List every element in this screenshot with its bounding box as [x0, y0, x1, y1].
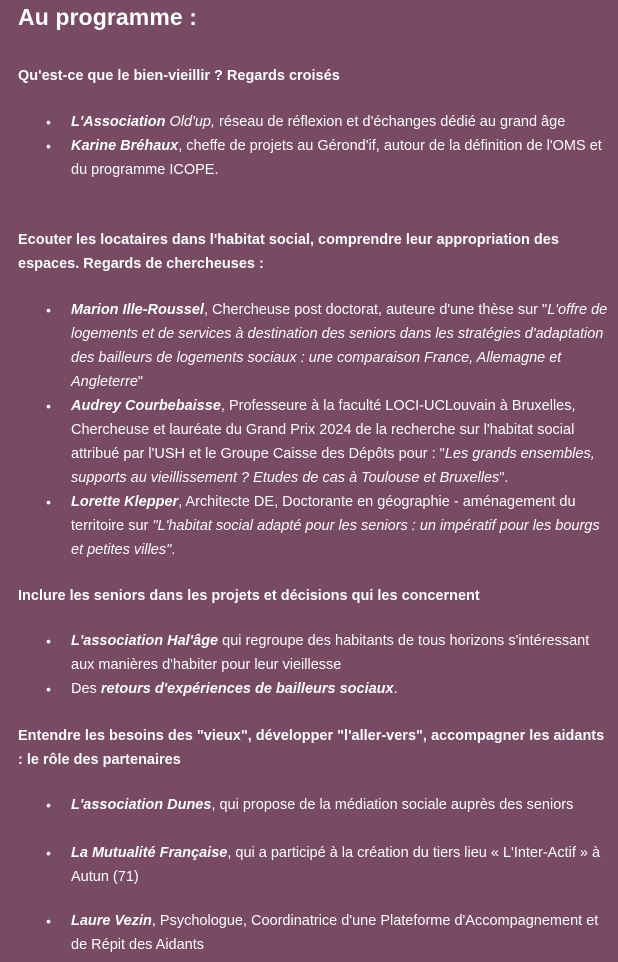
section-list-partenaires — [0, 793, 618, 817]
item-prefix: Des — [71, 681, 101, 697]
list-item — [0, 134, 618, 182]
list-item — [0, 490, 618, 562]
award-title: Les grands ensembles, supports au vieillissement ? Etudes de cas à Toulouse et Bruxelles — [71, 446, 595, 486]
speaker-description: . — [393, 681, 398, 697]
speaker-description: qui regroupe des habitants de tous horizons s'intéressant aux manières d'habiter pour leur vieillesse — [71, 633, 590, 673]
speaker-name: Marion Ille-Roussel — [71, 302, 204, 318]
bullet-icon: • — [46, 797, 51, 813]
speaker-name: L'association Hal'âge — [71, 633, 219, 649]
bullet-icon: • — [46, 633, 51, 649]
speaker-description: , qui a participé à la création du tiers lieu « L'Inter-Actif » à Autun (71) — [71, 845, 601, 885]
speaker-name: Lorette Klepper — [71, 494, 179, 510]
speaker-description: , Professeure à la faculté LOCI-UCLouvain à Bruxelles, Chercheuse et lauréate du Grand Prix 2024 de la recherche sur l'habitat social attribué par l'USH et le Groupe Caisse des Dépôts pour : " — [71, 398, 576, 462]
section-heading-bien-vieillir: Qu'est-ce que le bien-vieillir ? Regards croisés — [18, 68, 340, 84]
speaker-description: réseau de réflexion et d'échanges dédié au grand âge — [215, 114, 566, 130]
speaker-description-tail: " — [137, 374, 144, 390]
bullet-icon: • — [46, 302, 51, 318]
list-item — [0, 677, 618, 701]
speaker-name-italic: Old'up, — [165, 114, 216, 130]
bullet-icon: • — [46, 681, 51, 697]
list-item — [0, 298, 618, 394]
speaker-name: La Mutualité Française — [71, 845, 228, 861]
speaker-name: Audrey Courbebaisse — [71, 398, 221, 414]
speaker-name: Karine Bréhaux — [71, 138, 179, 154]
list-item — [0, 394, 618, 490]
bullet-icon: • — [46, 913, 51, 929]
bullet-icon: • — [46, 494, 51, 510]
section-heading-locataires: Ecouter les locataires dans l'habitat social, comprendre leur appropriation des espaces. Regards de chercheuses : — [18, 232, 559, 272]
list-item — [0, 110, 618, 134]
list-item — [0, 909, 618, 957]
list-item — [0, 841, 618, 889]
section-list-partenaires-3 — [0, 909, 618, 957]
section-list-inclure — [0, 629, 618, 701]
thesis-title: L'offre de logements et de services à destination des seniors dans les stratégies d'adaptation des bailleurs de logements sociaux : une comparaison France, Allemagne et Angleterre — [71, 302, 608, 390]
section-heading-partenaires: Entendre les besoins des "vieux", développer "l'aller-vers", accompagner les aidants : le rôle des partenaires — [18, 728, 605, 768]
speaker-description-tail: . — [171, 542, 176, 558]
speaker-name: Laure Vezin — [71, 913, 152, 929]
bullet-icon: • — [46, 398, 51, 414]
section-heading-inclure: Inclure les seniors dans les projets et décisions qui les concernent — [18, 588, 480, 604]
section-list-partenaires-2 — [0, 841, 618, 889]
speaker-name: L'association Dunes — [71, 797, 212, 813]
speaker-description: , Architecte DE, Doctorante en géographie - aménagement du territoire sur — [71, 494, 576, 534]
speaker-description: , cheffe de projets au Gérond'if, autour de la définition de l'OMS et du programme ICOPE. — [71, 138, 602, 178]
list-item — [0, 793, 618, 817]
speaker-description: , Chercheuse post doctorat, auteure d'une thèse sur " — [203, 302, 548, 318]
list-item — [0, 629, 618, 677]
section-list-bien-vieillir — [0, 110, 618, 182]
speaker-description: , Psychologue, Coordinatrice d'une Plateforme d'Accompagnement et de Répit des Aidants — [71, 913, 599, 953]
bullet-icon: • — [46, 138, 51, 154]
speaker-name: retours d'expériences de bailleurs sociaux — [100, 681, 394, 697]
thesis-title: "L'habitat social adapté pour les seniors : un impératif pour les bourgs et petites villes" — [71, 518, 600, 558]
section-list-locataires — [0, 298, 618, 562]
speaker-description-tail: ". — [499, 470, 509, 486]
page-title: Au programme : — [18, 4, 198, 30]
speaker-name: L'Association — [71, 114, 166, 130]
speaker-description: , qui propose de la médiation sociale auprès des seniors — [211, 797, 574, 813]
bullet-icon: • — [46, 114, 51, 130]
bullet-icon: • — [46, 845, 51, 861]
